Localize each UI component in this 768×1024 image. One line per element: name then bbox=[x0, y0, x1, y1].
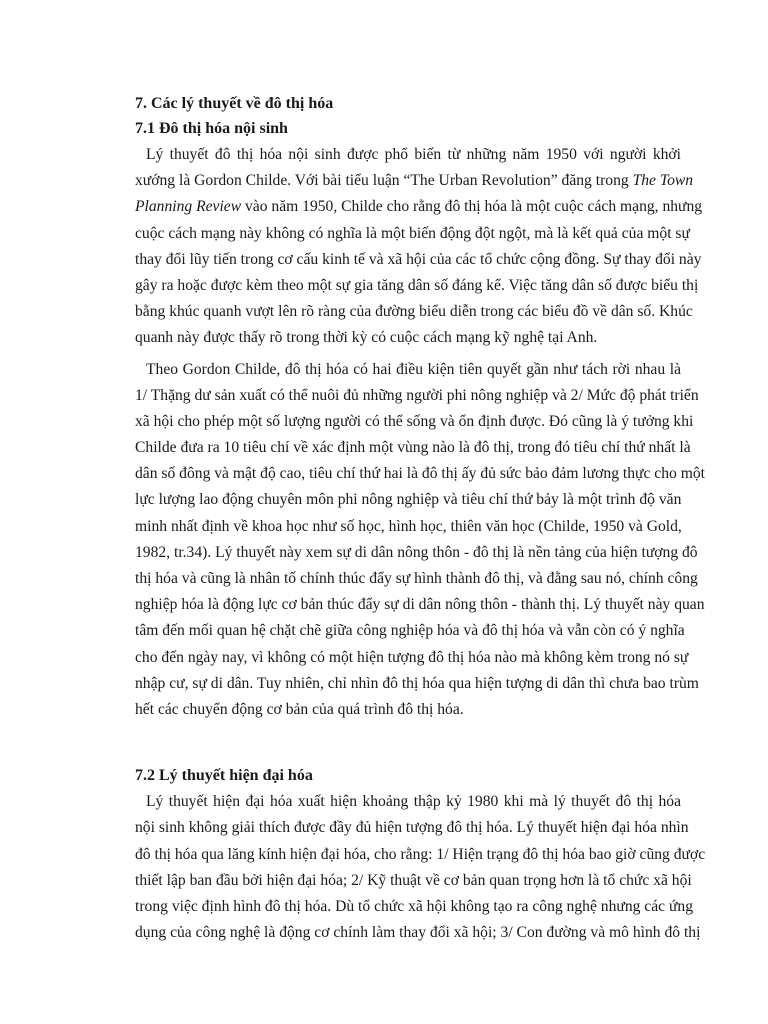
text-line: quanh này được thấy rõ trong thời kỳ có cuộc cách mạng kỹ nghệ tại Anh. bbox=[135, 329, 598, 347]
subsection-title-7-1: 7.1 Đô thị hóa nội sinh bbox=[135, 120, 288, 137]
text-line: minh nhất định về khoa học như số học, hình học, thiên văn học (Childe, 1950 và Gold, bbox=[135, 517, 682, 535]
text-line: dụng của công nghệ là động cơ chính làm thay đổi xã hội; 3/ Con đường và mô hình đô thị bbox=[135, 924, 701, 942]
section-title: 7. Các lý thuyết về đô thị hóa bbox=[135, 95, 334, 112]
text-line: thiết lập ban đầu bởi hiện đại hóa; 2/ Kỹ thuật về cơ bản quan trọng hơn là tổ chức xã hội bbox=[135, 871, 692, 889]
text-line: hết các chuyển động cơ bản của quá trình đô thị hóa. bbox=[135, 700, 464, 718]
paragraph-7-1-b bbox=[135, 357, 705, 724]
text-line: xã hội cho phép một số lượng người có thể sống và ổn định được. Đó cũng là ý tưởng khi bbox=[135, 412, 694, 430]
text-line: thị hóa và cũng là nhân tố chính thúc đẩy sự hình thành đô thị, và đằng sau nó, chính công bbox=[135, 570, 698, 587]
text-line: đô thị hóa qua lăng kính hiện đại hóa, cho rằng: 1/ Hiện trạng đô thị hóa bao giờ cũng được bbox=[135, 845, 706, 863]
text-line: cho đến ngày nay, vì không có một hiện tượng đô thị hóa nào mà không kèm trong nó sự bbox=[135, 648, 689, 666]
text-line: gây ra hoặc được kèm theo một sự gia tăng dân số đáng kể. Việc tăng dân số được biểu thị bbox=[135, 276, 699, 294]
text-line: Lý thuyết hiện đại hóa xuất hiện khoảng thập kỷ 1980 khi mà lý thuyết đô thị hóa bbox=[146, 793, 681, 811]
text-line: nghiệp hóa là động lực cơ bản thúc đẩy sự di dân nông thôn - thành thị. Lý thuyết này quan bbox=[135, 596, 705, 614]
section-spacer bbox=[135, 723, 681, 763]
subsection-title-7-2: 7.2 Lý thuyết hiện đại hóa bbox=[135, 767, 313, 785]
text-line: 1982, tr.34). Lý thuyết này xem sự di dân nông thôn - đô thị là nền tảng của hiện tượng đô bbox=[135, 543, 698, 561]
text-line: Theo Gordon Childe, đô thị hóa có hai điều kiện tiên quyết gần như tách rời nhau là bbox=[146, 360, 681, 378]
text-line: xướng là Gordon Childe. Với bài tiểu luận “The Urban Revolution” đăng trong The Town bbox=[135, 172, 694, 190]
text-line: trong việc định hình đô thị hóa. Dù tổ chức xã hội không tạo ra công nghệ nhưng các ứng bbox=[135, 897, 694, 915]
text-line: Lý thuyết đô thị hóa nội sinh được phổ biến từ những năm 1950 với người khởi bbox=[146, 146, 681, 163]
paragraph-7-2-a bbox=[135, 789, 706, 946]
text-line: 1/ Thặng dư sản xuất có thể nuôi đủ những người phi nông nghiệp và 2/ Mức độ phát triển bbox=[135, 386, 699, 404]
paragraph-7-1-a bbox=[135, 142, 703, 352]
text-line: lực lượng lao động chuyên môn phi nông nghiệp và tiêu chí thứ bảy là một trình độ văn bbox=[135, 491, 682, 509]
text-line: nội sinh không giải thích được đầy đủ hiện tượng đô thị hóa. Lý thuyết hiện đại hóa nhìn bbox=[135, 819, 689, 837]
text-line: thay đổi lũy tiến trong cơ cấu kinh tế và xã hội của các tổ chức cộng đồng. Sự thay đổi này bbox=[135, 250, 702, 268]
text-line: cuộc cách mạng này không có nghĩa là một biến động đột ngột, mà là kết quả của một sự bbox=[135, 224, 690, 242]
text-line: nhập cư, sự di dân. Tuy nhiên, chỉ nhìn đô thị hóa qua hiện tượng di dân thì chưa bao trùm bbox=[135, 674, 699, 692]
text-line: dân số đông và mật độ cao, tiêu chí thứ hai là đô thị ấy đủ sức bảo đảm lương thực cho một bbox=[135, 465, 705, 483]
text-line: Planning Review vào năm 1950, Childe cho rằng đô thị hóa là một cuộc cách mạng, nhưng bbox=[135, 198, 703, 216]
document-page bbox=[135, 91, 706, 946]
text-line: bằng khúc quanh vượt lên rõ ràng của đường biểu diễn trong các biểu đồ về dân số. Khúc bbox=[135, 303, 693, 321]
text-line: Childe đưa ra 10 tiêu chí về xác định một vùng nào là đô thị, trong đó tiêu chí thứ nhất là bbox=[135, 439, 691, 457]
text-line: tâm đến mối quan hệ chặt chẽ giữa công nghiệp hóa và đô thị hóa và vẫn còn có ý nghĩa bbox=[135, 622, 685, 640]
